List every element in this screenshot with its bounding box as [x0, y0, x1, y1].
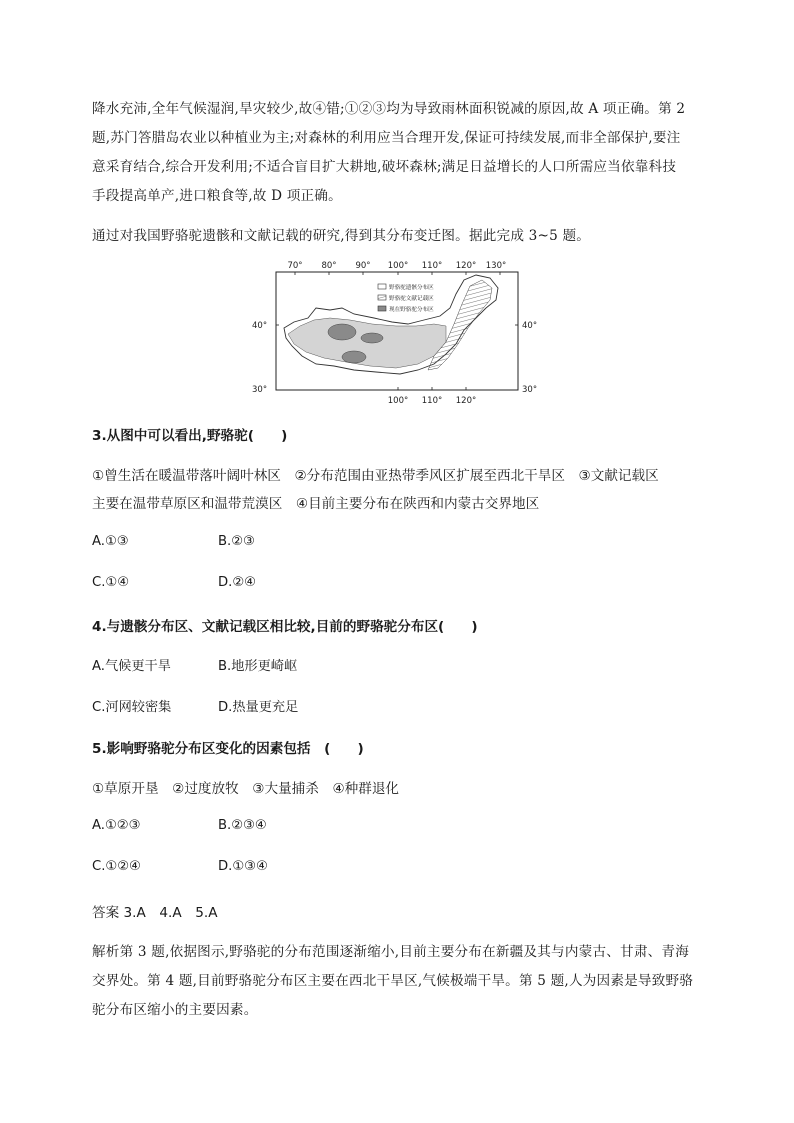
q5-option-c[interactable]: C.①②④: [92, 859, 141, 874]
q3-option-c[interactable]: C.①④: [92, 575, 130, 590]
map-left-tick: 40°: [252, 321, 268, 331]
map-legend: [378, 283, 434, 313]
map-top-tick: 110°: [421, 261, 443, 271]
map-top-tick: 100°: [387, 261, 409, 271]
q3-option-d[interactable]: D.②④: [218, 575, 256, 590]
question-stem: 通过对我国野骆驼遗骸和文献记载的研究,得到其分布变迁图。据此完成 3~5 题。: [92, 228, 591, 244]
current-region: [328, 324, 356, 340]
explanation-line: 交界处。第 4 题,目前野骆驼分布区主要在西北干旱区,气候极端干旱。第 5 题,人为因素是导致野骆: [92, 973, 694, 989]
q5-option-a[interactable]: A.①②③: [92, 818, 141, 833]
legend-current: 现在野骆驼分布区: [389, 307, 434, 313]
map-bottom-tick: 110°: [421, 396, 443, 406]
legend-remains: 野骆驼遗骸分布区: [389, 285, 434, 291]
legend-literature: 野骆驼文献记载区: [389, 296, 434, 302]
map-bottom-tick: 120°: [455, 396, 477, 406]
map-left-tick: 30°: [252, 385, 268, 395]
intro-line: 降水充沛,全年气候湿润,旱灾较少,故④错;①②③均为导致雨林面积锐减的原因,故 A 项正确。第 2: [92, 101, 686, 117]
explanation-line: 解析第 3 题,依据图示,野骆驼的分布范围逐渐缩小,目前主要分布在新疆及其与内蒙古、甘肃、青海: [92, 944, 689, 960]
intro-line: 意采育结合,综合开发利用;不适合盲目扩大耕地,破坏森林;满足日益增长的人口所需应当依靠科技: [92, 159, 677, 175]
q5-title: 5.影响野骆驼分布区变化的因素包括 ( ): [92, 741, 364, 757]
q4-option-b[interactable]: B.地形更崎岖: [218, 659, 298, 674]
q3-option-a[interactable]: A.①③: [92, 534, 129, 549]
q5-option-d[interactable]: D.①③④: [218, 859, 268, 874]
map-top-tick: 90°: [355, 261, 371, 271]
current-region: [361, 333, 383, 343]
map-top-tick: 70°: [287, 261, 303, 271]
q3-option-b[interactable]: B.②③: [218, 534, 255, 549]
q3-statement: ①曾生活在暖温带落叶阔叶林区 ②分布范围由亚热带季风区扩展至西北干旱区 ③文献记载区: [92, 468, 659, 484]
q3-statement: 主要在温带草原区和温带荒漠区 ④目前主要分布在陕西和内蒙古交界地区: [92, 496, 540, 512]
map-top-tick: 80°: [321, 261, 337, 271]
q4-option-d[interactable]: D.热量更充足: [218, 700, 299, 715]
map-right-tick: 30°: [522, 385, 538, 395]
map-bottom-tick: 100°: [387, 396, 409, 406]
q4-option-a[interactable]: A.气候更干旱: [92, 659, 171, 674]
map-top-tick: 130°: [485, 261, 507, 271]
explanation-line: 驼分布区缩小的主要因素。: [92, 1002, 258, 1018]
intro-line: 题,苏门答腊岛农业以种植业为主;对森林的利用应当合理开发,保证可持续发展,而非全部保护,要注: [92, 130, 681, 146]
q5-option-b[interactable]: B.②③④: [218, 818, 267, 833]
intro-line: 手段提高单产,进口粮食等,故 D 项正确。: [92, 188, 342, 204]
q4-title: 4.与遗骸分布区、文献记载区相比较,目前的野骆驼分布区( ): [92, 619, 478, 635]
camel-distribution-map: [250, 258, 550, 408]
intro-paragraph: [92, 95, 704, 211]
map-right-tick: 40°: [522, 321, 538, 331]
map-top-tick: 120°: [455, 261, 477, 271]
current-region: [342, 351, 366, 363]
q5-statement: ①草原开垦 ②过度放牧 ③大量捕杀 ④种群退化: [92, 781, 400, 797]
q4-option-c[interactable]: C.河网较密集: [92, 700, 172, 715]
explanation-paragraph: [92, 938, 704, 1025]
q3-title: 3.从图中可以看出,野骆驼( ): [92, 428, 288, 444]
answer-line: 答案 3.A 4.A 5.A: [92, 905, 218, 921]
